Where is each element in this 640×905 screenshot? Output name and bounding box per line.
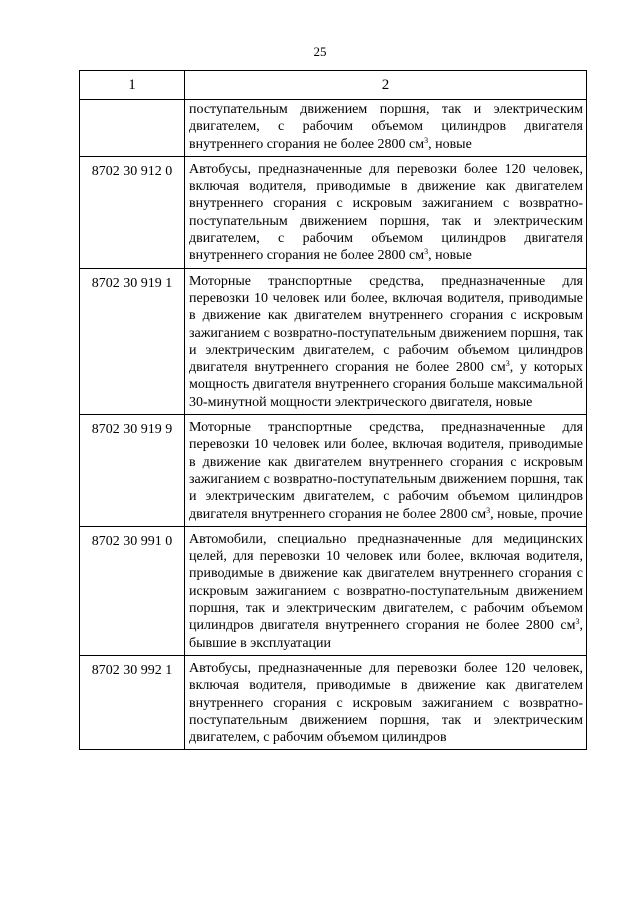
description-tail: , новые <box>428 248 472 264</box>
row-description <box>185 415 587 527</box>
superscript: 3 <box>424 135 429 145</box>
description-text: Автомобили, специально предназначенные для медицинских целей, для перевозки 10 человек или более, включая водителя, приводимые в движение как двигателем внутреннего сгорания с искровым зажиганием с возвратно-поступательным движением поршня, так и электрическим двигателем, с рабочим объемом цилиндров двигателя внутреннего сгорания не более 2800 см <box>189 531 583 634</box>
table-row <box>80 415 587 527</box>
table-row <box>80 268 587 414</box>
description-text: Автобусы, предназначенные для перевозки более 120 человек, включая водителя, приводимые в движение как двигателем внутреннего сгорания с искровым зажиганием с возвратно-поступательным движением поршня, так и электрическим двигателем, с рабочим объемом цилиндров <box>189 660 583 746</box>
row-description <box>185 655 587 749</box>
page-number: 25 <box>313 44 327 59</box>
tariff-code-table <box>79 70 587 750</box>
description-text: Моторные транспортные средства, предназначенные для перевозки 10 человек или более, включая водителя, приводимые в движение как двигателем внутреннего сгорания с искровым зажиганием с возвратно-поступательным движением поршня, так и электрическим двигателем, с рабочим объемом цилиндров двигателя внутреннего сгорания не более 2800 см <box>189 420 583 522</box>
column-header-description: 2 <box>185 71 587 100</box>
description-tail: , новые, прочие <box>490 506 583 522</box>
table-row <box>80 100 587 157</box>
description-tail: , бывшие в эксплуатации <box>189 618 583 651</box>
superscript: 3 <box>424 247 429 257</box>
table-row <box>80 156 587 268</box>
row-code: 8702 30 992 1 <box>80 655 185 749</box>
row-code: 8702 30 919 1 <box>80 268 185 414</box>
row-description <box>185 156 587 268</box>
row-description <box>185 268 587 414</box>
row-code: 8702 30 919 9 <box>80 415 185 527</box>
row-description <box>185 526 587 655</box>
description-text: Автобусы, предназначенные для перевозки более 120 человек, включая водителя, приводимые в движение как двигателем внутреннего сгорания с искровым зажиганием с возвратно-поступательным движением поршня, так и электрическим двигателем, с рабочим объемом цилиндров двигателя внутреннего сгорания не более 2800 см <box>189 161 583 264</box>
description-tail: , у которых мощность двигателя внутреннего сгорания больше максимальной 30-минутной мощности электрического двигателя, новые <box>189 360 584 410</box>
row-code: 8702 30 991 0 <box>80 526 185 655</box>
superscript: 3 <box>486 505 491 515</box>
table-row <box>80 655 587 749</box>
description-text: Моторные транспортные средства, предназначенные для перевозки 10 человек или более, включая водителя, приводимые в движение как двигателем внутреннего сгорания с искровым зажиганием с возвратно-поступательным движением поршня, так и электрическим двигателем, с рабочим объемом цилиндров двигателя внутреннего сгорания не более 2800 см <box>189 273 583 376</box>
row-code <box>80 100 185 157</box>
row-description <box>185 100 587 157</box>
column-header-code: 1 <box>80 71 185 100</box>
row-code: 8702 30 912 0 <box>80 156 185 268</box>
table-row <box>80 526 587 655</box>
superscript: 3 <box>505 359 510 369</box>
superscript: 3 <box>575 617 580 627</box>
table-header-row <box>80 71 587 100</box>
description-tail: , новые <box>428 136 472 152</box>
description-text: поступательным движением поршня, так и электрическим двигателем, с рабочим объемом цилиндров двигателя внутреннего сгорания не более 2800 см <box>189 102 583 152</box>
